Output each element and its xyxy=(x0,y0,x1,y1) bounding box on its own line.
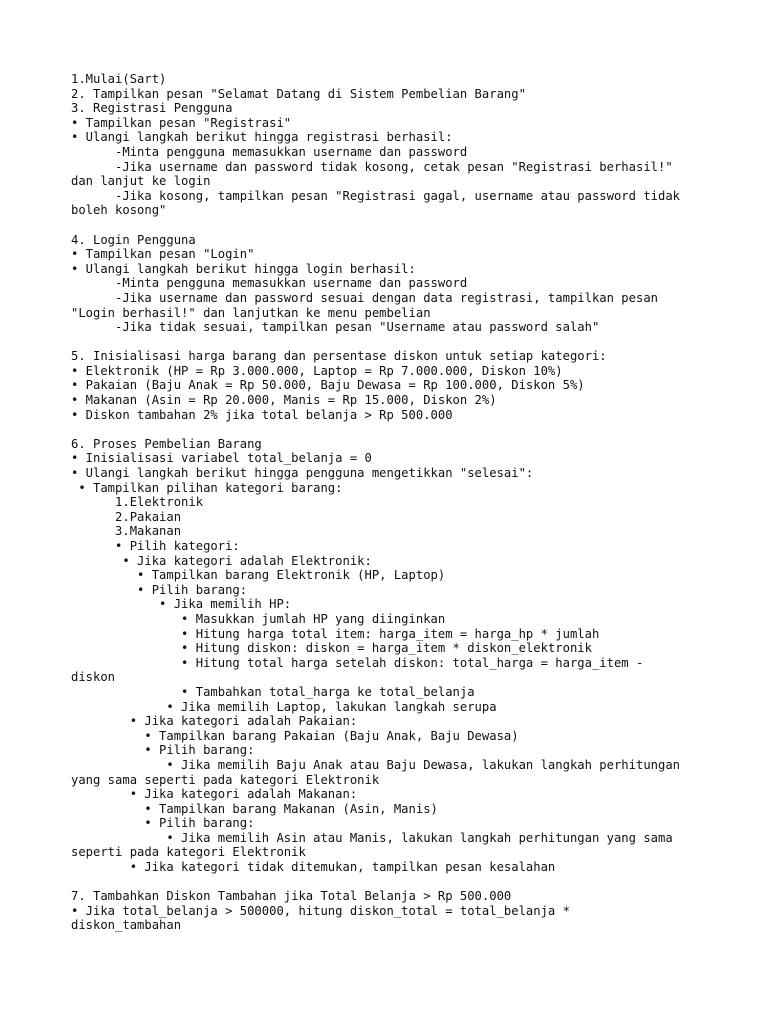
document-page xyxy=(71,72,711,933)
text-line xyxy=(71,422,711,437)
text-line: • Tampilkan barang Pakaian (Baju Anak, Baju Dewasa) xyxy=(71,728,519,743)
text-line: • Pilih barang: xyxy=(71,816,255,831)
text-line: • Jika kategori adalah Makanan: xyxy=(71,787,358,802)
text-line: • Jika memilih Laptop, lakukan langkah serupa xyxy=(71,699,497,714)
text-line: -Minta pengguna memasukkan username dan password xyxy=(71,276,468,291)
text-line: • Jika memilih Asin atau Manis, lakukan langkah perhitungan yang sama xyxy=(71,830,673,845)
text-line: • Jika kategori adalah Pakaian: xyxy=(71,714,358,729)
text-line xyxy=(71,875,711,890)
text-line: -Jika tidak sesuai, tampilkan pesan "Username atau password salah" xyxy=(71,320,600,335)
text-line: 5. Inisialisasi harga barang dan persentase diskon untuk setiap kategori: xyxy=(71,349,607,364)
text-line: • Jika total_belanja > 500000, hitung diskon_total = total_belanja * xyxy=(71,903,570,918)
text-line: 3.Makanan xyxy=(71,524,182,539)
text-line: • Tampilkan barang Elektronik (HP, Laptop) xyxy=(71,568,446,583)
text-line: diskon_tambahan xyxy=(71,918,182,933)
text-line: • Ulangi langkah berikut hingga pengguna mengetikkan "selesai": xyxy=(71,466,534,481)
text-line: • Inisialisasi variabel total_belanja = 0 xyxy=(71,451,372,466)
text-line: -Jika username dan password sesuai dengan data registrasi, tampilkan pesan xyxy=(71,290,658,305)
text-line: • Ulangi langkah berikut hingga registrasi berhasil: xyxy=(71,130,453,145)
text-line: • Hitung harga total item: harga_item = harga_hp * jumlah xyxy=(71,626,600,641)
text-line: • Tampilkan pilihan kategori barang: xyxy=(71,480,343,495)
text-line: • Ulangi langkah berikut hingga login berhasil: xyxy=(71,261,416,276)
text-line xyxy=(71,218,711,233)
text-line: • Makanan (Asin = Rp 20.000, Manis = Rp 15.000, Diskon 2%) xyxy=(71,393,497,408)
text-line: • Jika kategori tidak ditemukan, tampilkan pesan kesalahan xyxy=(71,860,556,875)
text-line: diskon xyxy=(71,670,116,685)
text-line: • Tampilkan barang Makanan (Asin, Manis) xyxy=(71,801,438,816)
text-line: 7. Tambahkan Diskon Tambahan jika Total Belanja > Rp 500.000 xyxy=(71,889,512,904)
text-line: • Jika memilih Baju Anak atau Baju Dewasa, lakukan langkah perhitungan xyxy=(71,757,681,772)
text-line: 2. Tampilkan pesan "Selamat Datang di Sistem Pembelian Barang" xyxy=(71,86,526,101)
text-line: • Hitung total harga setelah diskon: total_harga = harga_item - xyxy=(71,655,644,670)
text-line: • Hitung diskon: diskon = harga_item * diskon_elektronik xyxy=(71,641,592,656)
text-line: 3. Registrasi Pengguna xyxy=(71,101,233,116)
text-line: -Jika kosong, tampilkan pesan "Registrasi gagal, username atau password tidak xyxy=(71,188,681,203)
text-line: 1.Mulai(Sart) xyxy=(71,72,167,86)
text-line: -Minta pengguna memasukkan username dan password xyxy=(71,144,468,159)
text-line: • Jika kategori adalah Elektronik: xyxy=(71,553,372,568)
text-line: 2.Pakaian xyxy=(71,509,182,524)
text-line: seperti pada kategori Elektronik xyxy=(71,845,306,860)
text-line: • Diskon tambahan 2% jika total belanja > Rp 500.000 xyxy=(71,407,453,422)
text-line: boleh kosong" xyxy=(71,203,167,218)
text-line: "Login berhasil!" dan lanjutkan ke menu pembelian xyxy=(71,305,431,320)
text-line: • Tampilkan pesan "Login" xyxy=(71,247,255,262)
text-line: • Tambahkan total_harga ke total_belanja xyxy=(71,684,475,699)
text-line: • Pilih kategori: xyxy=(71,539,240,553)
text-line: • Tampilkan pesan "Registrasi" xyxy=(71,115,292,130)
text-line: 4. Login Pengguna xyxy=(71,232,196,247)
text-line: • Pakaian (Baju Anak = Rp 50.000, Baju Dewasa = Rp 100.000, Diskon 5%) xyxy=(71,378,585,393)
text-line: yang sama seperti pada kategori Elektronik xyxy=(71,772,380,787)
text-line: 6. Proses Pembelian Barang xyxy=(71,436,262,451)
text-line: • Elektronik (HP = Rp 3.000.000, Laptop = Rp 7.000.000, Diskon 10%) xyxy=(71,363,563,378)
text-line: -Jika username dan password tidak kosong, cetak pesan "Registrasi berhasil!" xyxy=(71,159,673,174)
text-line: dan lanjut ke login xyxy=(71,174,211,189)
text-line xyxy=(71,335,711,350)
text-line: • Masukkan jumlah HP yang diinginkan xyxy=(71,611,446,626)
text-line: • Pilih barang: xyxy=(71,582,248,597)
text-line: • Jika memilih HP: xyxy=(71,597,292,612)
text-line: • Pilih barang: xyxy=(71,743,255,758)
text-line: 1.Elektronik xyxy=(71,495,204,510)
